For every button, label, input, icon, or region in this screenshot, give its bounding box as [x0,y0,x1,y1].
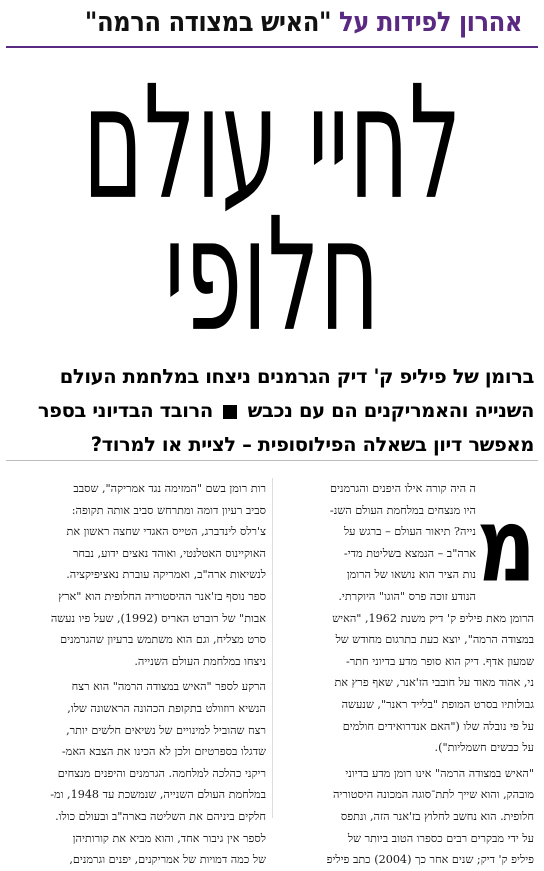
kicker-bar [6,0,538,48]
body-line: גבולותיו בסרט המופת "בלייד ראנר", שנעשה [341,697,534,711]
body-line: האוקיינוס האטלנטי, ואוהד נאצים ידוע, נבחר [72,546,266,560]
body-line: לנשיאות ארה"ב, ואמריקה עוברת נאציפיקציה. [66,568,266,582]
body-line: של כמה דמויות של אמריקנים, יפנים וגרמנים, [69,853,266,867]
body-line: על ידי מבקרים רבים כספרו הטוב ביותר של [347,831,534,845]
body-line: נות הציר הוא נושאו של הרומן [346,568,476,582]
subheadline [8,360,534,462]
drop-cap: מ [476,486,536,606]
body-line: ארה"ב – הנמצא בשליטת מדי- [343,546,476,560]
body-line: על פי נובלה שלו ("האם אנדרואידים חולמים [342,719,534,733]
square-bullet-icon [223,405,237,419]
body-line: רות רומן בשם "המזימה נגד אמריקה", שסבב [73,482,266,495]
body-line: חלקים ביניהם את השליטה בארה"ב ובעולם כולו. [55,809,266,823]
body-line: סרט מצליח, וגם הוא משתמש ברעיון שהגרמנים [60,633,266,647]
body-line: ה היה קורה אילו היפנים והגרמנים [330,482,476,495]
body-line: היו מנצחים במלחמת העולם השנ- [329,503,476,517]
body-line: ספר נוסף בז'אנר ההיסטוריה החלופית הוא "ארץ [58,589,266,603]
body-line: חלופית. הוא נחשב לחלוץ בז'אנר הזה, ונתפס [340,809,534,823]
body-line: במלחמת העולם השנייה, שנמשכת עד 1948, ומ- [50,788,266,802]
body-line: רצח שהוביל למינויים של נשיאים חלשים יותר, [66,723,266,737]
body-line: ניצחו במלחמת העולם השנייה. [134,654,266,668]
body-line: על כבשים חשמליות"). [434,741,534,755]
body-line: שדגלו בספרטיזם ולכן לא הכינו את הצבא האמ- [61,745,266,759]
body-line: במצודה הרמה", יוצא כעת בתרגום מחודש של [335,633,534,647]
body-line: הנשיא רוזוולט בתקופת הכהונה הראשונה שלו, [67,701,266,715]
subhead-line-2b: הרובד הבדיוני בספר [37,399,213,422]
kicker-line [85,6,522,40]
body-column-left [8,478,266,871]
kicker-connector: על [339,7,369,38]
body-line: סביב רעיון דומה ומתרחש סביב אותה תקופה: [71,503,266,517]
body-column-right [284,478,534,871]
headline-line-2: חלופי [164,184,380,367]
subhead-line-2a: השנייה והאמריקנים הם עם נכבש [247,399,534,422]
column-gutter [272,478,273,818]
body-line: מובהק, והוא שייך לתת־סוגה המכונה היסטוריה [332,788,534,802]
body-line: הרקע לספר "האיש במצודה הרמה" הוא רצח [71,680,266,694]
body-line: הנודע זוכה פרס "הוגו" היוקרתי. [338,589,476,603]
body-line: צ'רלס לינדברג, הטייס האגדי שחצה ראשון את [66,525,266,539]
section-divider [6,460,538,461]
body-line: לספר אין גיבור אחד, והוא מביא את קורותיהן [72,831,266,845]
body-line: אבות" של רוברט האריס (1992), שעל פיו נעשה [50,611,266,625]
book-title: "האיש במצודה הרמה" [84,7,332,38]
headline-line-1: לחיי עולם [82,52,462,235]
body-line: פיליפ ק' דיק; שנים אחר כך (2004) כתב פיליפ [326,853,534,867]
body-line: נייה? תיאור העולם – ברגש על [343,525,476,539]
author-name: אהרון לפידות [376,7,522,38]
body-line: ני, אהוד מאוד על חובבי הז'אנר, שאף פרץ את [334,676,534,690]
subhead-line-3: מאפשר דיון בשאלה הפילוסופית – לציית או למרוד? [90,433,534,456]
body-line: הרומן מאת פיליפ ק' דיק משנת 1962, "האיש [332,611,534,625]
subhead-line-2 [8,394,534,428]
body-line: שמעון אדף. דיק הוא סופר מדע בדיוני חתר- [345,654,534,668]
body-line: ריקני כהלכה למלחמה. הגרמנים והיפנים מנצחים [57,766,266,780]
subhead-line-1: ברומן של פיליפ ק' דיק הגרמנים ניצחו במלחמת העולם [59,365,534,388]
body-line: "האיש במצודה הרמה" אינו רומן מדע בדיוני [345,766,534,780]
